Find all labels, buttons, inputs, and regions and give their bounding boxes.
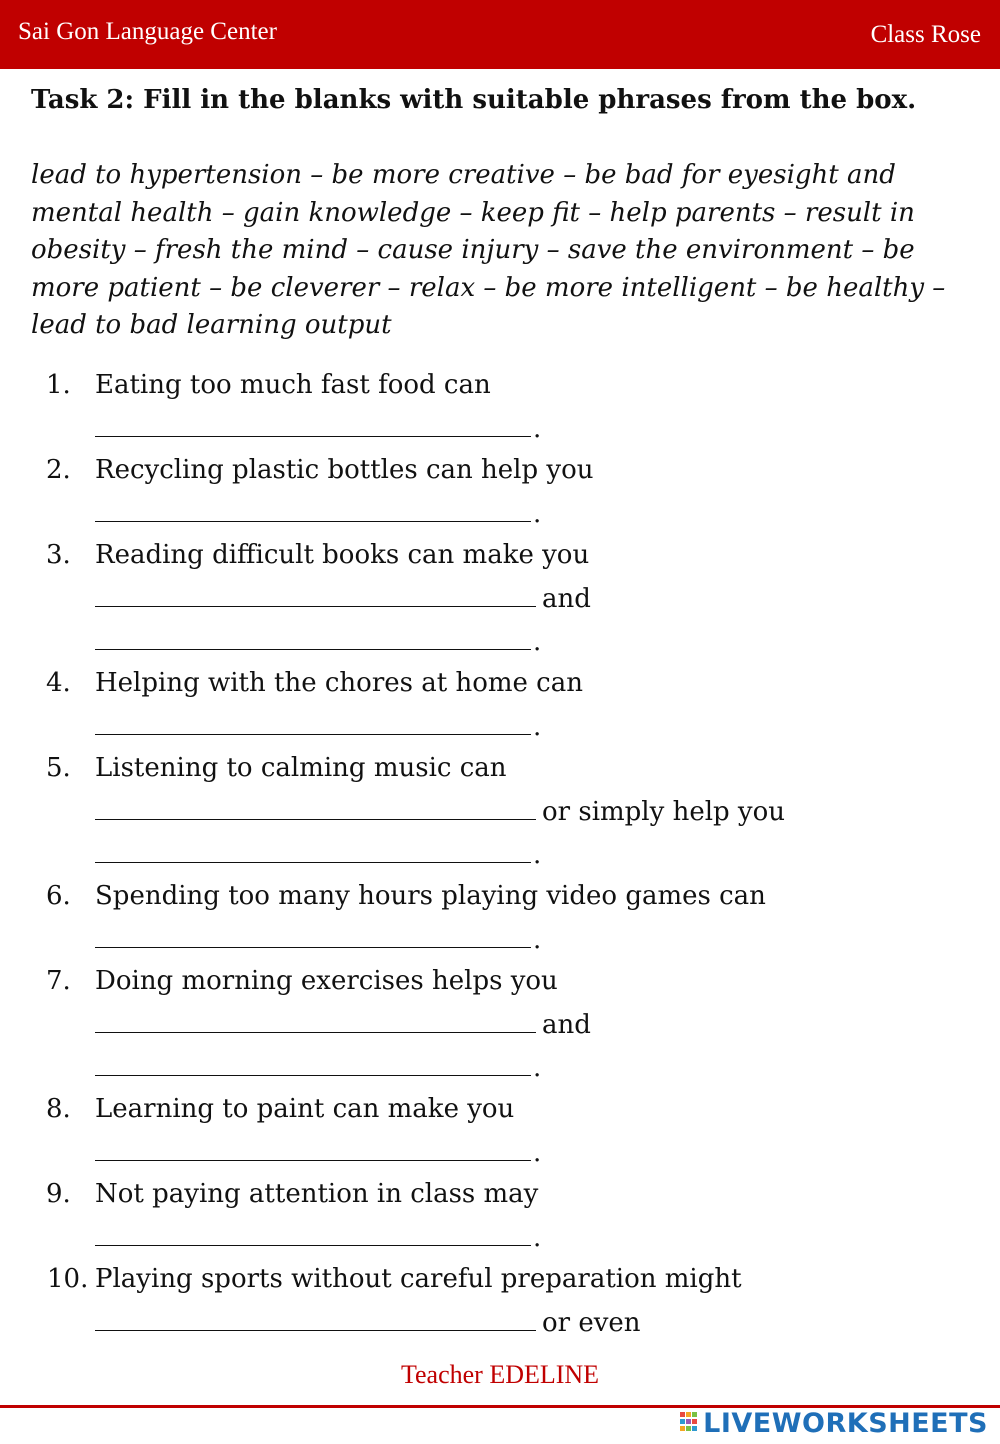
answer-blank[interactable] [95, 791, 536, 820]
answer-blank[interactable] [95, 706, 531, 735]
question-number: 4. [46, 668, 71, 698]
question-number: 9. [46, 1179, 71, 1209]
question-text: Reading difficult books can make you [95, 540, 590, 570]
sentence-end: . [533, 925, 542, 955]
connector-text: or simply help you [542, 797, 786, 827]
answer-blank[interactable] [95, 493, 531, 522]
answer-line [95, 706, 541, 746]
phrase-box: lead to hypertension – be more creative – be bad for eyesight and mental health – gain knowledge – keep fit – help parents – result in obesity – fresh the mind – cause injury – save the environment – be more patient – be cleverer – relax – be more intelligent – be healthy – lead to bad learning output [31, 160, 946, 341]
teacher-name: Teacher EDELINE [400, 1360, 600, 1389]
answer-line [95, 1302, 641, 1342]
sentence-end: . [533, 840, 542, 870]
answer-line [95, 834, 541, 874]
question-text: Doing morning exercises helps you [95, 966, 558, 996]
question-number: 5. [46, 753, 71, 783]
answer-blank[interactable] [95, 408, 531, 437]
connector-text: or even [542, 1308, 641, 1338]
sentence-end: . [533, 1223, 542, 1253]
school-name: Sai Gon Language Center [18, 18, 277, 45]
question-text: Playing sports without careful preparation might [95, 1264, 742, 1294]
question-text: Listening to calming music can [95, 753, 507, 783]
question-text: Eating too much fast food can [95, 370, 491, 400]
question-text: Recycling plastic bottles can help you [95, 455, 594, 485]
answer-line [95, 621, 541, 661]
question-number: 3. [46, 540, 71, 570]
answer-line [95, 578, 591, 618]
question-number: 7. [46, 966, 71, 996]
question-text: Spending too many hours playing video games can [95, 881, 766, 911]
class-name: Class Rose [870, 21, 981, 48]
liveworksheets-logo-icon [679, 1410, 701, 1436]
answer-blank[interactable] [95, 919, 531, 948]
answer-line [95, 919, 541, 959]
answer-line [95, 1047, 541, 1087]
sentence-end: . [533, 414, 542, 444]
sentence-end: . [533, 627, 542, 657]
connector-text: and [542, 1010, 591, 1040]
page-header [0, 0, 1000, 69]
answer-line [95, 1132, 541, 1172]
question-text: Not paying attention in class may [95, 1179, 539, 1209]
question-number: 10. [47, 1264, 89, 1294]
task-title: Task 2: Fill in the blanks with suitable phrases from the box. [31, 85, 917, 115]
connector-text: and [542, 584, 591, 614]
answer-blank[interactable] [95, 1047, 531, 1076]
answer-blank[interactable] [95, 1217, 531, 1246]
answer-blank[interactable] [95, 578, 536, 607]
sentence-end: . [533, 1138, 542, 1168]
answer-line [95, 408, 541, 448]
answer-blank[interactable] [95, 834, 531, 863]
question-text: Learning to paint can make you [95, 1094, 515, 1124]
question-number: 6. [46, 881, 71, 911]
answer-blank[interactable] [95, 1004, 536, 1033]
question-number: 8. [46, 1094, 71, 1124]
sentence-end: . [533, 1053, 542, 1083]
question-text: Helping with the chores at home can [95, 668, 583, 698]
answer-line [95, 791, 785, 831]
answer-blank[interactable] [95, 621, 531, 650]
question-number: 2. [46, 455, 71, 485]
brand-name: LIVEWORKSHEETS [703, 1407, 988, 1439]
brand-logo[interactable] [679, 1405, 988, 1441]
answer-blank[interactable] [95, 1302, 536, 1331]
question-number: 1. [46, 370, 71, 400]
answer-line [95, 493, 541, 533]
sentence-end: . [533, 499, 542, 529]
sentence-end: . [533, 712, 542, 742]
answer-blank[interactable] [95, 1132, 531, 1161]
answer-line [95, 1217, 541, 1257]
answer-line [95, 1004, 591, 1044]
